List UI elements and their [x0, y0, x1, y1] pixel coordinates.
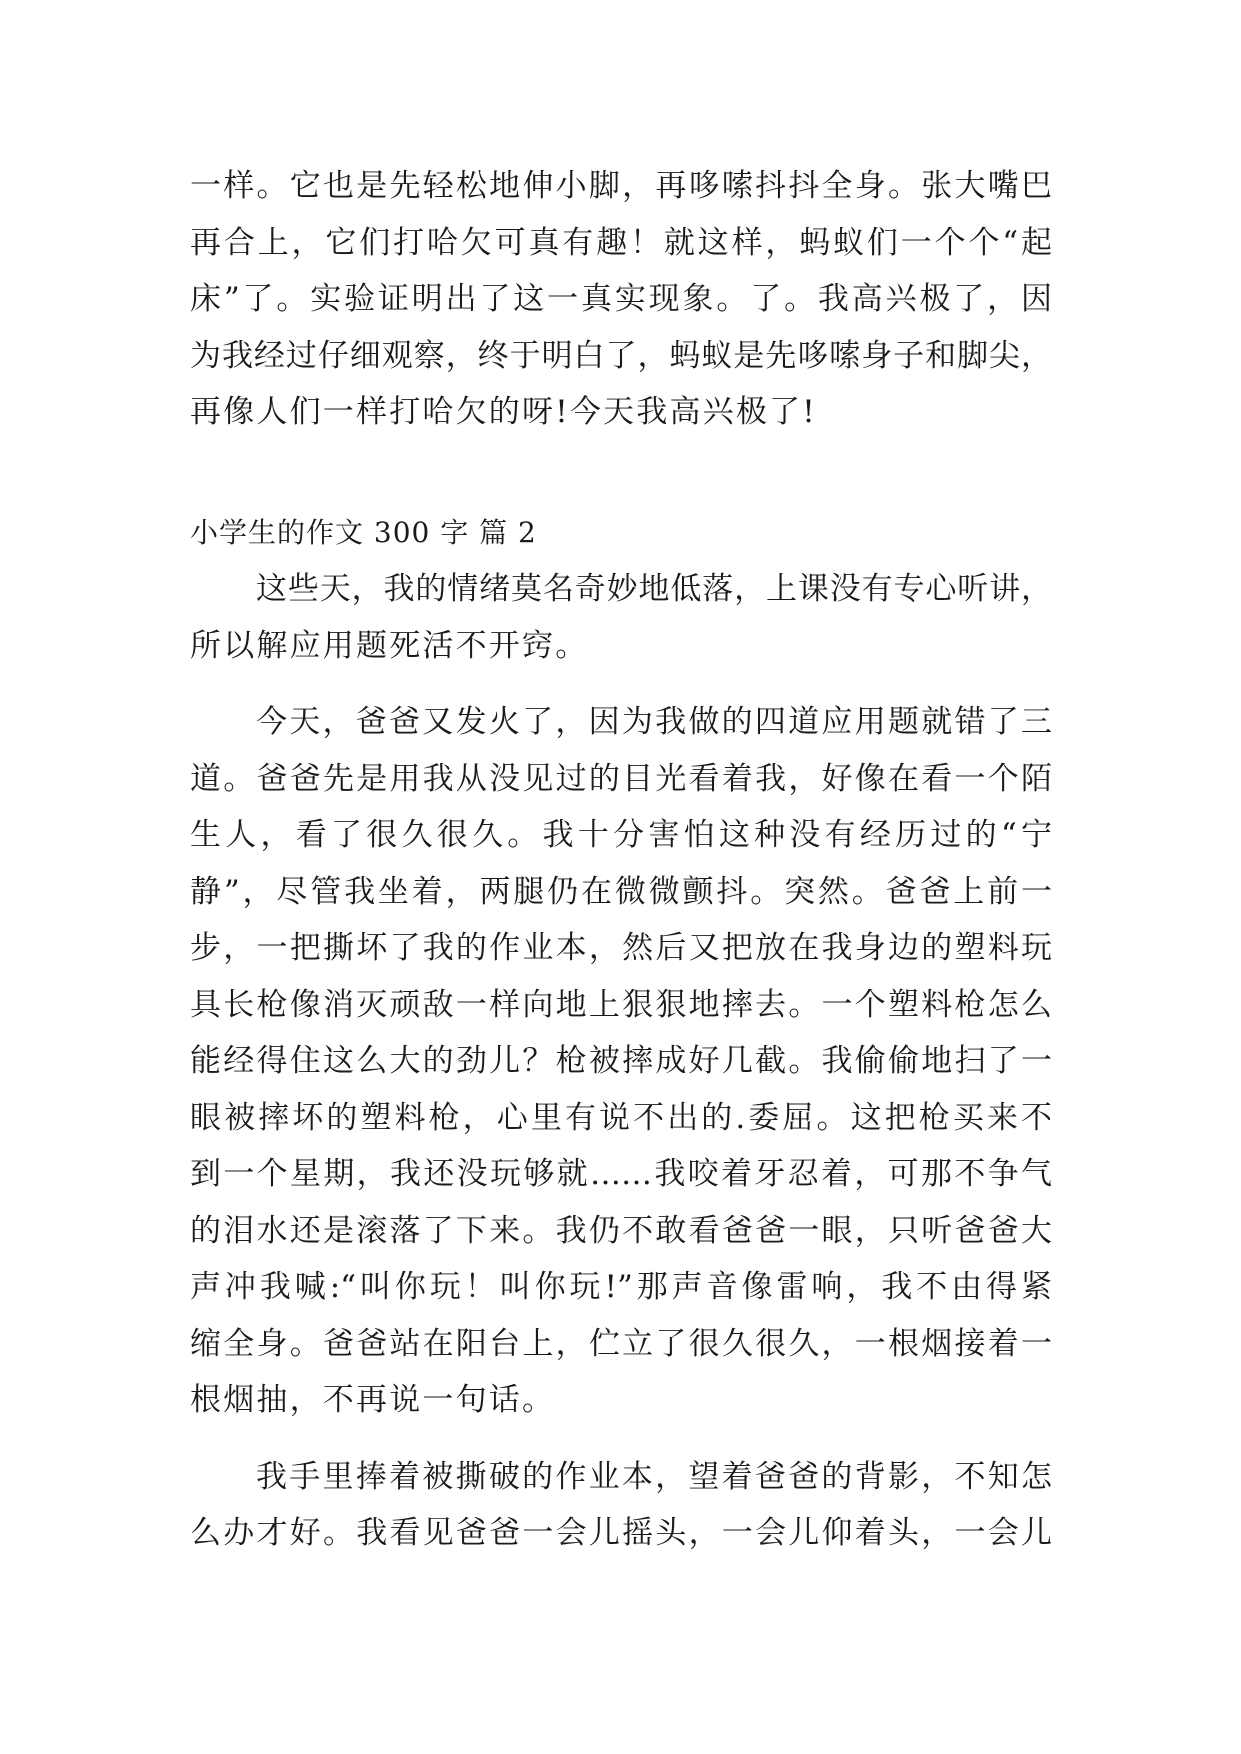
text-line: 的泪水还是滚落了下来。我仍不敢看爸爸一眼，只听爸爸大	[190, 1212, 1052, 1249]
text-line: 我手里捧着被撕破的作业本，望着爸爸的背影，不知怎	[256, 1458, 1052, 1495]
text-line: 声冲我喊:“叫你玩！叫你玩!”那声音像雷响，我不由得紧	[190, 1269, 1052, 1305]
text-line: 静”，尽管我坐着，两腿仍在微微颤抖。突然。爸爸上前一	[190, 873, 1052, 910]
text-line: 道。爸爸先是用我从没见过的目光看着我，好像在看一个陌	[190, 760, 1052, 797]
section-1	[190, 158, 1052, 441]
text-line: 今天，爸爸又发火了，因为我做的四道应用题就错了三	[256, 704, 1052, 740]
text-line: 生人，看了很久很久。我十分害怕这种没有经历过的“宁	[190, 817, 1052, 853]
text-line: 床”了。实验证明出了这一真实现象。了。我高兴极了，因	[190, 281, 1052, 317]
text-line: 么办才好。我看见爸爸一会儿摇头，一会儿仰着头，一会儿	[190, 1515, 1052, 1551]
document-page	[190, 158, 1052, 1562]
text-line: 再像人们一样打哈欠的呀!今天我高兴极了!	[190, 394, 817, 430]
text-line: 缩全身。爸爸站在阳台上，伫立了很久很久，一根烟接着一	[190, 1325, 1052, 1362]
text-line: 再合上，它们打哈欠可真有趣！就这样，蚂蚁们一个个“起	[190, 224, 1052, 261]
text-line: 步，一把撕坏了我的作业本，然后又把放在我身边的塑料玩	[190, 930, 1052, 966]
text-line: 为我经过仔细观察，终于明白了，蚂蚁是先哆嗦身子和脚尖，	[190, 337, 1052, 374]
spacer	[190, 674, 1052, 694]
paragraph	[190, 1449, 1052, 1562]
text-line: 这些天，我的情绪莫名奇妙地低落，上课没有专心听讲，	[256, 571, 1052, 607]
text-line: 所以解应用题死活不开窍。	[190, 627, 589, 664]
text-line: 能经得住这么大的劲儿？枪被摔成好几截。我偷偷地扫了一	[190, 1043, 1052, 1079]
text-line: 根烟抽，不再说一句话。	[190, 1382, 556, 1418]
text-line: 眼被摔坏的塑料枪，心里有说不出的.委屈。这把枪买来不	[190, 1099, 1052, 1136]
text-line: 具长枪像消灭顽敌一样向地上狠狠地摔去。一个塑料枪怎么	[190, 986, 1052, 1023]
spacer	[190, 1429, 1052, 1449]
text-line: 一样。它也是先轻松地伸小脚，再哆嗦抖抖全身。张大嘴巴	[190, 168, 1052, 204]
paragraph	[190, 694, 1052, 1429]
text-line: 到一个星期，我还没玩够就……我咬着牙忍着，可那不争气	[190, 1156, 1052, 1192]
spacer	[190, 441, 1052, 505]
section-heading: 小学生的作文 300 字 篇 2	[190, 515, 537, 549]
section-2	[190, 505, 1052, 1562]
paragraph	[190, 561, 1052, 674]
